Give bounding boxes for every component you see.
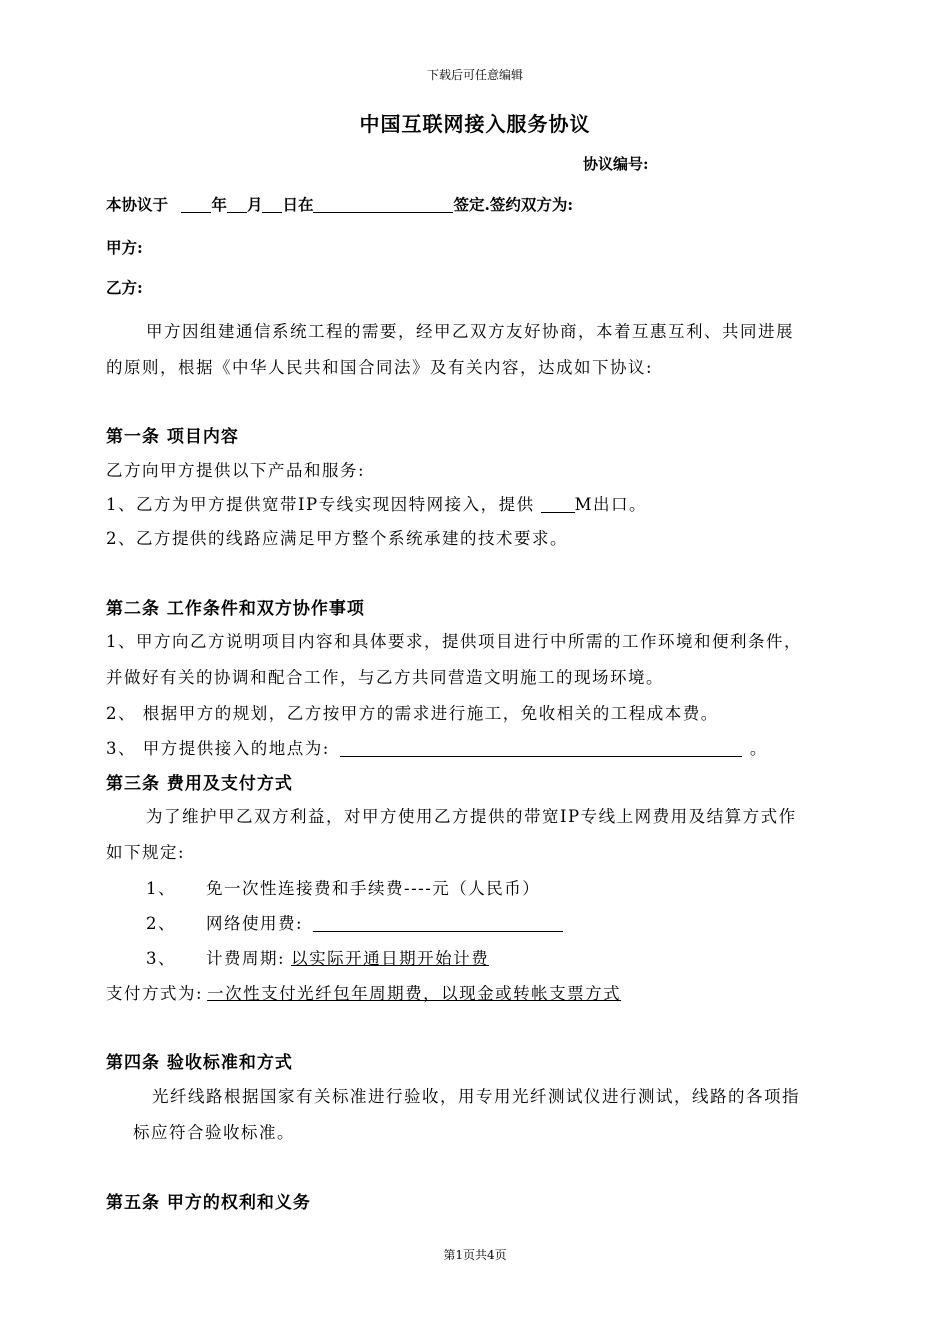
agreement-number-label: 协议编号: xyxy=(583,155,649,173)
year-blank xyxy=(181,194,211,213)
sign-month: 月 xyxy=(246,195,263,214)
article-1-item-1 xyxy=(106,491,647,515)
payment-method-value: 一次性支付光纤包年周期费，以现金或转帐支票方式 xyxy=(207,984,622,1003)
header-note: 下载后可任意编辑 xyxy=(426,68,523,82)
sign-year: 年 xyxy=(211,195,227,214)
billing-period-value: 以实际开通日期开始计费 xyxy=(291,949,490,968)
sign-day: 日在 xyxy=(282,195,314,214)
article-5-heading: 第五条 甲方的权利和义务 xyxy=(106,1193,311,1213)
bandwidth-blank xyxy=(541,494,575,513)
article-1-lead: 乙方向甲方提供以下产品和服务: xyxy=(106,461,366,480)
network-fee-blank xyxy=(313,913,563,932)
sign-prefix: 本协议于 xyxy=(106,195,169,214)
article-3-item-3 xyxy=(206,945,489,969)
intro-line-1: 甲方因组建通信系统工程的需要，经甲乙双方友好协商，本着互惠互利、共同进展 xyxy=(146,322,794,341)
article-3-item-3-number: 3、 xyxy=(146,949,176,968)
article-2-item-1-line-2: 并做好有关的协调和配合工作，与乙方共同营造文明施工的现场环境。 xyxy=(106,668,664,687)
network-fee-label: 网络使用费: xyxy=(206,914,304,933)
intro-line-2: 的原则，根据《中华人民共和国合同法》及有关内容，达成如下协议: xyxy=(106,358,654,377)
party-a-label: 甲方: xyxy=(106,238,143,257)
article-1-item-2: 2、乙方提供的线路应满足甲方整个系统承建的技术要求。 xyxy=(106,529,568,548)
article-3-item-2-number: 2、 xyxy=(146,914,176,933)
sign-suffix: 签定.签约双方为: xyxy=(453,195,574,214)
article-2-item-1-line-1: 1、甲方向乙方说明项目内容和具体要求，提供项目进行中所需的工作环境和便利条件， xyxy=(106,632,802,651)
article-4-line-2: 标应符合验收标准。 xyxy=(133,1123,295,1142)
article-4-heading: 第四条 验收标准和方式 xyxy=(106,1053,293,1073)
article-2-item-3 xyxy=(106,735,768,759)
article-3-heading: 第三条 费用及支付方式 xyxy=(106,774,293,794)
day-blank xyxy=(262,194,282,213)
article-3-item-2 xyxy=(206,910,563,934)
article-2-item-3-end: 。 xyxy=(749,739,768,758)
billing-period-label: 计费周期: xyxy=(206,949,286,968)
document-title: 中国互联网接入服务协议 xyxy=(359,112,591,136)
article-1-item-1-text: 1、乙方为甲方提供宽带IP专线实现因特网接入，提供 xyxy=(106,495,535,514)
payment-method-label: 支付方式为: xyxy=(106,984,204,1003)
article-3-intro-line-1: 为了维护甲乙双方利益，对甲方使用乙方提供的带宽IP专线上网费用及结算方式作 xyxy=(146,807,797,826)
article-1-item-1-unit: M出口。 xyxy=(574,495,648,514)
month-blank xyxy=(227,194,247,213)
article-2-heading: 第二条 工作条件和双方协作事项 xyxy=(106,599,365,619)
sign-line xyxy=(106,193,573,215)
payment-method xyxy=(106,980,621,1004)
article-1-heading: 第一条 项目内容 xyxy=(106,427,239,447)
article-2-item-2: 2、 根据甲方的规划，乙方按甲方的需求进行施工，免收相关的工程成本费。 xyxy=(106,704,719,723)
page-footer: 第1页共4页 xyxy=(443,1248,507,1262)
place-blank xyxy=(313,194,453,213)
article-3-item-1-number: 1、 xyxy=(146,879,176,898)
article-2-item-3-text: 3、 甲方提供接入的地点为: xyxy=(106,739,330,758)
article-3-item-1-text: 免一次性连接费和手续费----元（人民币） xyxy=(206,879,541,898)
article-3-intro-line-2: 如下规定: xyxy=(106,843,186,862)
location-blank xyxy=(340,738,742,757)
article-4-line-1: 光纤线路根据国家有关标准进行验收，用专用光纤测试仪进行测试，线路的各项指 xyxy=(152,1087,800,1106)
party-b-label: 乙方: xyxy=(106,278,143,297)
